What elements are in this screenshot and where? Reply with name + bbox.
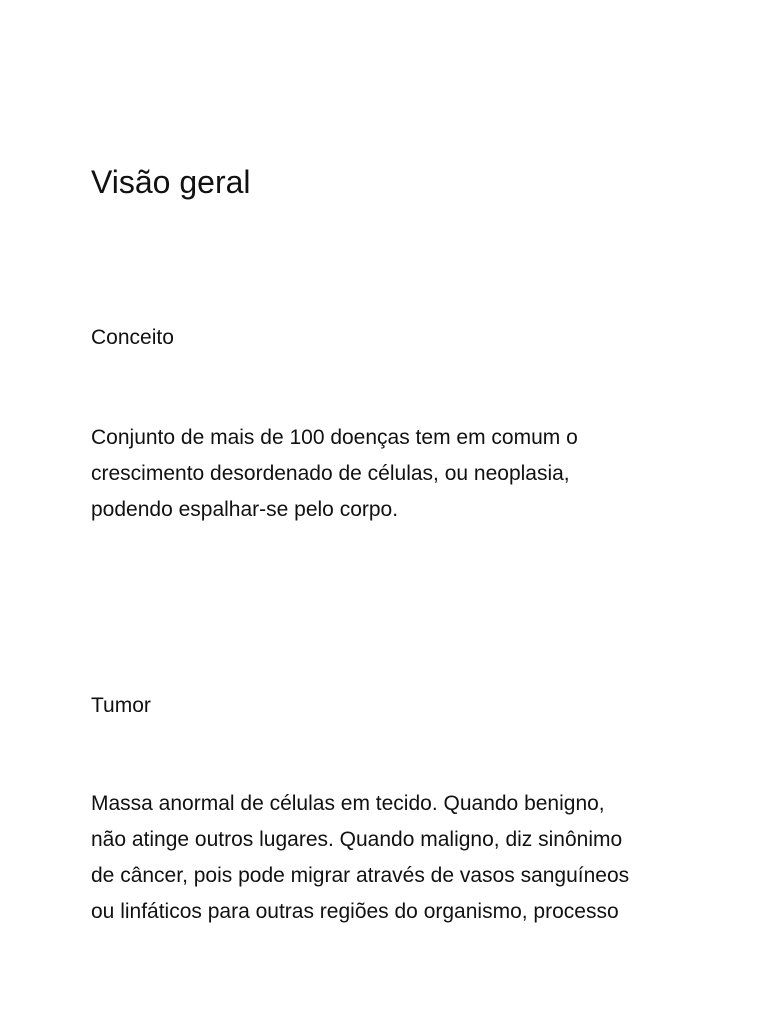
paragraph-line: não atinge outros lugares. Quando maligno, diz sinônimo xyxy=(91,828,623,851)
section-heading-conceito: Conceito xyxy=(91,326,174,349)
paragraph-line: de câncer, pois pode migrar através de vasos sanguíneos xyxy=(91,864,630,887)
paragraph-line: crescimento desordenado de células, ou neoplasia, xyxy=(91,462,570,485)
paragraph-line: Conjunto de mais de 100 doenças tem em comum o xyxy=(91,426,578,449)
paragraph-line: Massa anormal de células em tecido. Quando benigno, xyxy=(91,792,605,815)
section-paragraph-conceito xyxy=(91,420,711,528)
section-heading-tumor: Tumor xyxy=(91,694,151,717)
paragraph-line: podendo espalhar-se pelo corpo. xyxy=(91,498,399,521)
page-title: Visão geral xyxy=(91,164,251,200)
paragraph-line: ou linfáticos para outras regiões do organismo, processo xyxy=(91,900,619,923)
section-paragraph-tumor xyxy=(91,786,711,930)
